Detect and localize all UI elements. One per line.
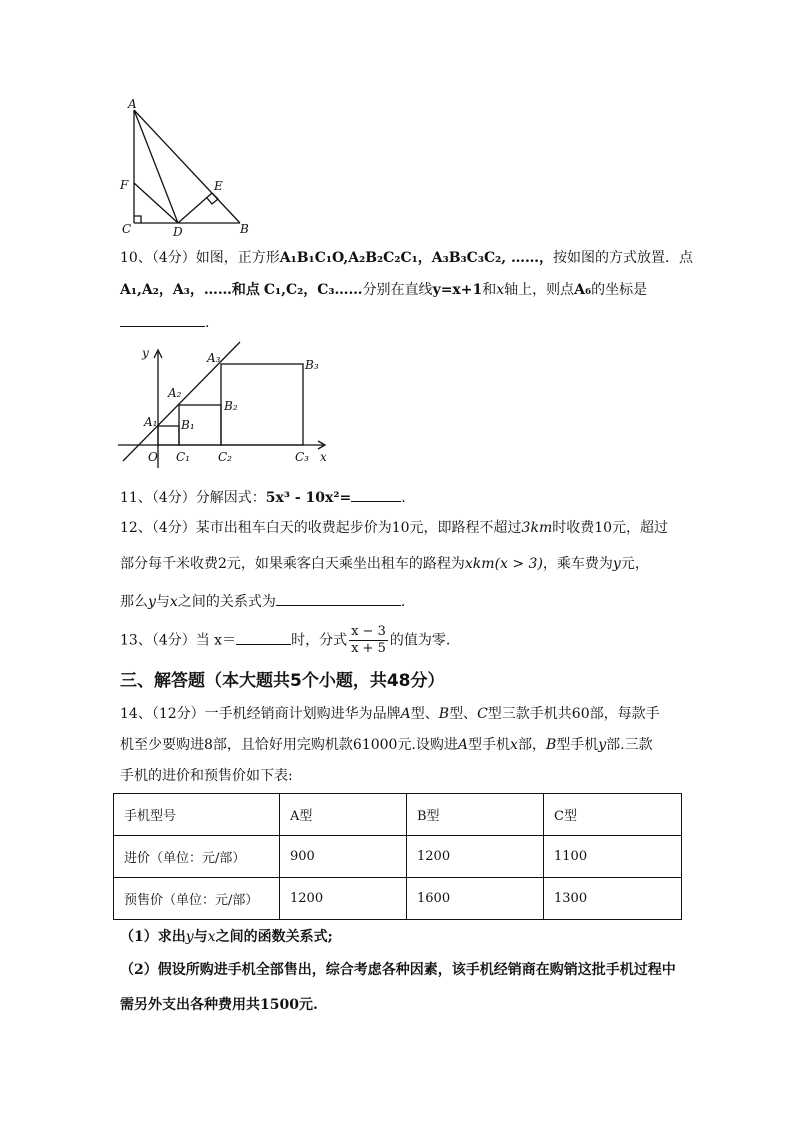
q14-line1: 14、（12分）一手机经销商计划购进华为品牌A型、B型、C型三款手机共60部，每款手 <box>120 706 660 722</box>
label-E: E <box>214 179 223 193</box>
label-O: O <box>148 450 158 464</box>
table-cell: 手机型号 <box>114 794 280 836</box>
q10-answer: . <box>120 312 209 333</box>
label-F: F <box>120 178 129 192</box>
table-cell: A型 <box>280 794 407 836</box>
q13-fraction: $\frac{x - 3}{x + 5}$ <box>351 624 386 656</box>
label-A: A <box>128 97 137 111</box>
table-cell: 1600 <box>407 878 544 920</box>
label-A3: A₃ <box>207 351 221 365</box>
table-header-row <box>114 794 682 836</box>
label-C: C <box>122 222 132 236</box>
table-cell: C型 <box>544 794 682 836</box>
table-cell: B型 <box>407 794 544 836</box>
label-B: B <box>240 222 249 236</box>
q11-answer-blank[interactable] <box>351 487 401 502</box>
label-C3: C₃ <box>295 450 309 464</box>
q11: 11、（4分）分解因式：5x³ - 10x²= . <box>120 487 406 508</box>
label-A2: A₂ <box>168 386 182 400</box>
triangle-figure <box>112 96 257 238</box>
q14-part2-line2: 需另外支出各种费用共1500元. <box>120 997 318 1013</box>
q12-line3: 那么y与x之间的关系式为 . <box>120 591 405 612</box>
label-A1: A₁ <box>144 415 158 429</box>
q12-answer-blank[interactable] <box>276 591 401 606</box>
section-title: 三、解答题（本大题共5个小题，共48分） <box>120 671 445 691</box>
axis-y-label: y <box>142 346 149 360</box>
table-cell: 进价（单位：元/部） <box>114 836 280 878</box>
table-cell: 1200 <box>407 836 544 878</box>
q13-answer-blank[interactable] <box>236 630 291 645</box>
table-row <box>114 878 682 920</box>
squares-figure <box>118 340 333 468</box>
table-row <box>114 836 682 878</box>
label-B3: B₃ <box>305 358 319 372</box>
q10-line1: 10、（4分）如图，正方形A₁B₁C₁O,A₂B₂C₂C₁，A₃B₃C₃C₂, ……，按如图的方式放置．点 <box>120 250 693 266</box>
q13: 13、（4分）当 x＝ 时，分式 $\frac{x - 3}{x + 5}$ 的值为零. <box>120 624 451 656</box>
q14-line3: 手机的进价和预售价如下表: <box>120 768 293 784</box>
label-B1: B₁ <box>181 418 195 432</box>
q14-line2: 机至少要购进8部，且恰好用完购机款61000元.设购进A型手机x部，B型手机y部.三款 <box>120 737 653 753</box>
q10-line2: A₁,A₂，A₃，……和点 C₁,C₂，C₃……分别在直线y=x+1和x轴上，则点A₆的坐标是 <box>120 282 648 298</box>
price-table <box>113 793 682 920</box>
axis-x-label: x <box>320 450 327 464</box>
q14-part2-line1: （2）假设所购进手机全部售出，综合考虑各种因素，该手机经销商在购销这批手机过程中 <box>120 962 676 978</box>
table-cell: 1300 <box>544 878 682 920</box>
label-C1: C₁ <box>176 450 190 464</box>
table-cell: 预售价（单位：元/部） <box>114 878 280 920</box>
table-cell: 1200 <box>280 878 407 920</box>
label-D: D <box>173 225 183 238</box>
table-cell: 1100 <box>544 836 682 878</box>
q10-answer-blank[interactable] <box>120 312 205 327</box>
q12-line1: 12、（4分）某市出租车白天的收费起步价为10元，即路程不超过3km时收费10元，超过 <box>120 520 669 536</box>
q14-part1: （1）求出y与x之间的函数关系式; <box>120 929 333 945</box>
table-cell: 900 <box>280 836 407 878</box>
label-C2: C₂ <box>218 450 232 464</box>
label-B2: B₂ <box>224 399 238 413</box>
q12-line2: 部分每千米收费2元，如果乘客白天乘坐出租车的路程为xkm(x > 3)，乘车费为y元， <box>120 556 649 572</box>
